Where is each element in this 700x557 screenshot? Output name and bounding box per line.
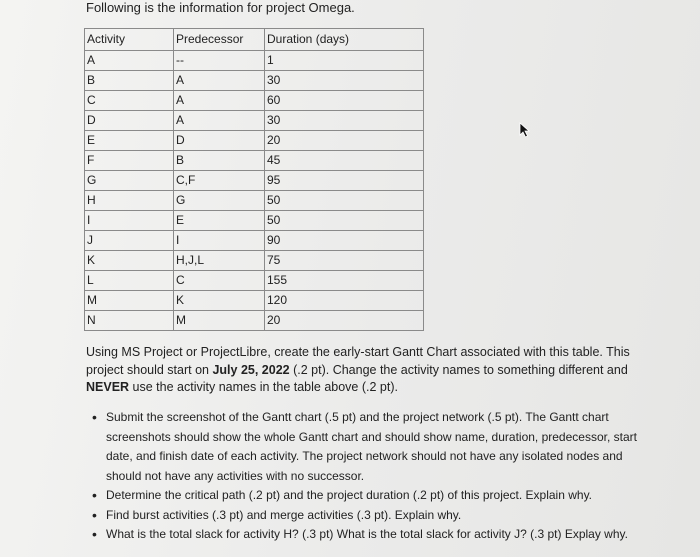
cell-predecessor: G — [174, 191, 265, 211]
table-row — [85, 51, 424, 71]
header-duration: Duration (days) — [265, 29, 424, 51]
cell-activity: K — [85, 251, 174, 271]
cell-predecessor: A — [174, 91, 265, 111]
table-row — [85, 191, 424, 211]
list-item: • What is the total slack for activity H? (.3 pt) What is the total slack for activity J? (.3 pt) Explay why. — [86, 525, 658, 545]
table-row — [85, 251, 424, 271]
cell-predecessor: C — [174, 271, 265, 291]
table-row — [85, 91, 424, 111]
cell-predecessor: B — [174, 151, 265, 171]
cell-activity: F — [85, 151, 174, 171]
start-date: July 25, 2022 — [212, 362, 290, 377]
cell-predecessor: H,J,L — [174, 251, 265, 271]
task-list — [86, 408, 658, 545]
cell-duration: 60 — [265, 91, 424, 111]
cell-predecessor: I — [174, 231, 265, 251]
cell-predecessor: E — [174, 211, 265, 231]
intro-text: Following is the information for project Omega. — [86, 0, 355, 15]
table-row — [85, 211, 424, 231]
table-row — [85, 171, 424, 191]
cell-predecessor: M — [174, 311, 265, 331]
mouse-cursor-icon — [519, 122, 531, 138]
cell-activity: H — [85, 191, 174, 211]
cell-duration: 75 — [265, 251, 424, 271]
cell-activity: M — [85, 291, 174, 311]
cell-activity: B — [85, 71, 174, 91]
table-row — [85, 271, 424, 291]
cell-predecessor: A — [174, 111, 265, 131]
cell-activity: C — [85, 91, 174, 111]
cell-duration: 30 — [265, 111, 424, 131]
cell-activity: L — [85, 271, 174, 291]
cell-duration: 120 — [265, 291, 424, 311]
instructions-paragraph — [86, 344, 646, 397]
cell-predecessor: A — [174, 71, 265, 91]
para-part2: (.2 pt). Change the activity names to something different and — [289, 362, 628, 377]
table-header-row — [85, 29, 424, 51]
table-row — [85, 111, 424, 131]
cell-activity: A — [85, 51, 174, 71]
table-row — [85, 231, 424, 251]
cell-activity: J — [85, 231, 174, 251]
header-predecessor: Predecessor — [174, 29, 265, 51]
header-activity: Activity — [85, 29, 174, 51]
table-row — [85, 71, 424, 91]
cell-duration: 95 — [265, 171, 424, 191]
cell-predecessor: K — [174, 291, 265, 311]
para-part1: Using MS Project or ProjectLibre, create the early-start Gantt Chart associated with this table. This project should start on — [86, 345, 630, 377]
list-item: • Find burst activities (.3 pt) and merge activities (.3 pt). Explain why. — [86, 506, 658, 526]
cell-activity: D — [85, 111, 174, 131]
cell-predecessor: -- — [174, 51, 265, 71]
cell-duration: 50 — [265, 211, 424, 231]
table-row — [85, 151, 424, 171]
never-emphasis: NEVER — [86, 380, 130, 394]
cell-activity: G — [85, 171, 174, 191]
cell-duration: 90 — [265, 231, 424, 251]
cell-predecessor: C,F — [174, 171, 265, 191]
cell-duration: 20 — [265, 131, 424, 151]
cell-duration: 50 — [265, 191, 424, 211]
cell-duration: 45 — [265, 151, 424, 171]
cell-activity: E — [85, 131, 174, 151]
cell-duration: 20 — [265, 311, 424, 331]
list-item: • Submit the screenshot of the Gantt chart (.5 pt) and the project network (.5 pt). The Gantt chart screenshots should show the whole Gantt chart and should show name, duration, predecessor, start date, and finish date of each activity. The project network should not have any isolated nodes and should not have any activities with no successor. — [86, 408, 658, 486]
cell-predecessor: D — [174, 131, 265, 151]
cell-duration: 155 — [265, 271, 424, 291]
table-row — [85, 131, 424, 151]
para-part3: use the activity names in the table above (.2 pt). — [129, 380, 398, 394]
list-item: • Determine the critical path (.2 pt) and the project duration (.2 pt) of this project. Explain why. — [86, 486, 658, 506]
cell-activity: I — [85, 211, 174, 231]
cell-activity: N — [85, 311, 174, 331]
cell-duration: 30 — [265, 71, 424, 91]
cell-duration: 1 — [265, 51, 424, 71]
activity-table — [84, 28, 424, 331]
table-row — [85, 291, 424, 311]
table-row — [85, 311, 424, 331]
table-body — [85, 51, 424, 331]
